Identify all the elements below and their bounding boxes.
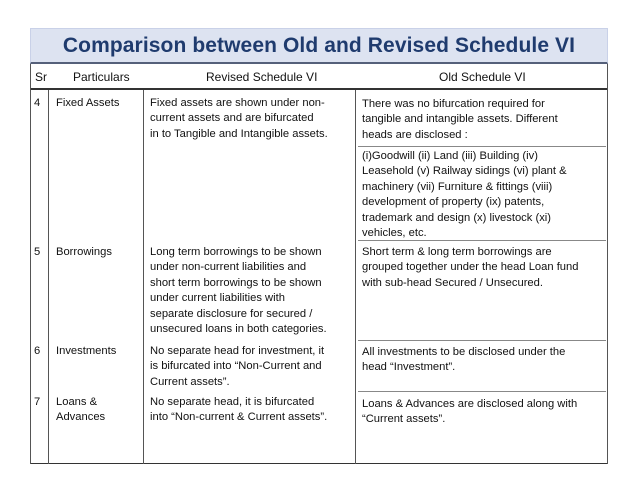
header-old: Old Schedule VI bbox=[439, 70, 526, 84]
cell-revised: Fixed assets are shown under non- current assets and are bifurcated in to Tangible and Intangible assets. bbox=[150, 97, 328, 140]
cell-divider bbox=[358, 391, 606, 392]
header-rule bbox=[30, 88, 608, 90]
cell-particulars: Fixed Assets bbox=[56, 97, 120, 109]
cell-particulars: Loans & Advances bbox=[56, 396, 106, 424]
cell-old: There was no bifurcation required for tangible and intangible assets. Different heads are disclosed : bbox=[362, 98, 558, 141]
cell-sr: 7 bbox=[34, 396, 41, 408]
cell-sr: 4 bbox=[34, 97, 41, 109]
header-sr: Sr bbox=[35, 70, 47, 84]
table-left-border bbox=[30, 64, 31, 464]
cell-divider bbox=[358, 340, 606, 341]
page-title: Comparison between Old and Revised Schedule VI bbox=[62, 33, 576, 57]
column-divider-revised bbox=[355, 90, 356, 464]
table-header bbox=[30, 66, 608, 88]
cell-divider bbox=[358, 240, 606, 241]
cell-old: Short term & long term borrowings are grouped together under the head Loan fund with sub-head Secured / Unsecured. bbox=[362, 246, 579, 289]
cell-revised: Long term borrowings to be shown under non-current liabilities and short term borrowings to be shown under current liabilities with separate disclosure for secured / unsecured loans in both categories. bbox=[150, 246, 327, 336]
cell-particulars: Borrowings bbox=[56, 246, 112, 258]
cell-sr: 6 bbox=[34, 345, 41, 357]
column-divider-sr bbox=[48, 90, 49, 464]
cell-revised: No separate head for investment, it is bifurcated into “Non-Current and Current assets”. bbox=[150, 345, 325, 388]
table-bottom-rule bbox=[30, 463, 608, 464]
cell-old-heads-list: (i)Goodwill (ii) Land (iii) Building (iv) Leasehold (v) Railway sidings (vi) plant & machinery (vii) Furniture & fittings (viii) development of property (ix) patents, trademark and design (x) livestock (xi) vehicles, etc. bbox=[362, 150, 567, 240]
cell-revised: No separate head, it is bifurcated into “Non-current & Current assets”. bbox=[150, 396, 328, 424]
header-revised: Revised Schedule VI bbox=[206, 70, 318, 84]
cell-particulars: Investments bbox=[56, 345, 117, 357]
page-title-bar bbox=[30, 28, 608, 64]
column-divider-particulars bbox=[143, 90, 144, 464]
cell-sr: 5 bbox=[34, 246, 41, 258]
cell-old: Loans & Advances are disclosed along with “Current assets”. bbox=[362, 398, 578, 426]
table-right-border bbox=[607, 64, 608, 464]
header-particulars: Particulars bbox=[73, 70, 130, 84]
cell-old: All investments to be disclosed under the head “Investment”. bbox=[362, 346, 566, 374]
cell-divider bbox=[358, 146, 606, 147]
